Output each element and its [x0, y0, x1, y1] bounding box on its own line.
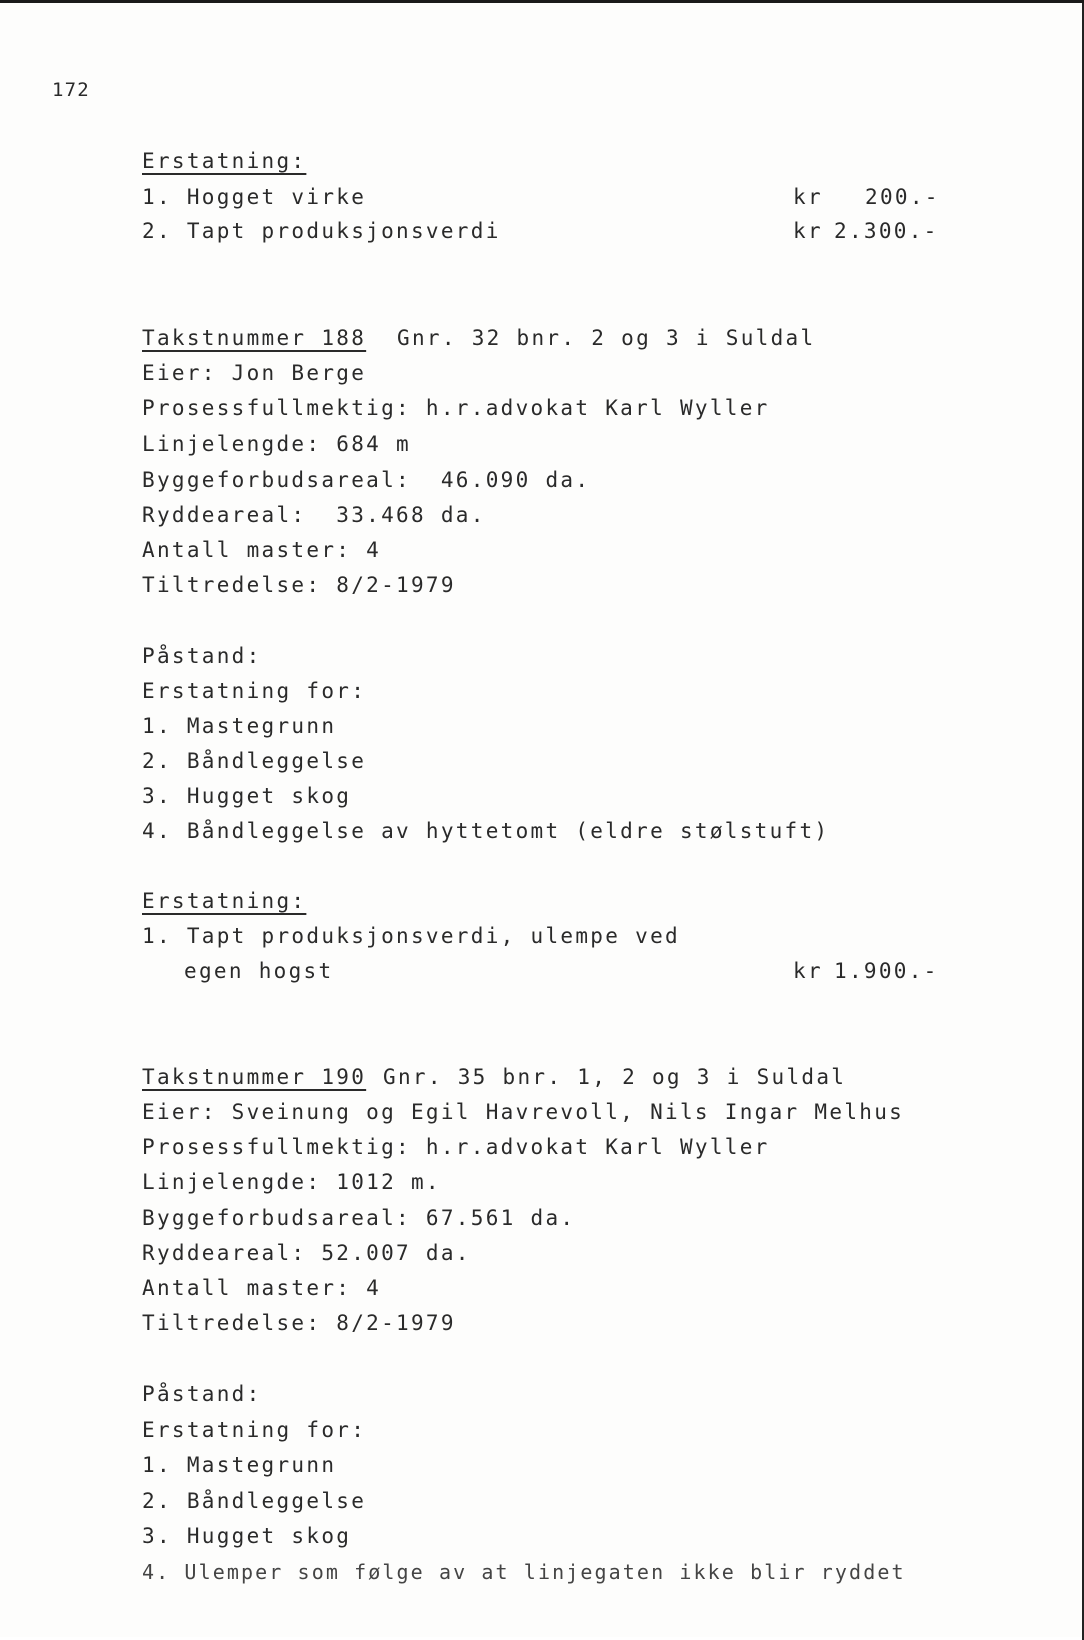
list-item: 2. Båndleggelse: [142, 749, 367, 773]
claim-heading: Påstand:: [142, 644, 262, 668]
property-id: Gnr. 35 bnr. 1, 2 og 3 i Suldal: [383, 1065, 847, 1089]
property-id: Gnr. 32 bnr. 2 og 3 i Suldal: [397, 326, 816, 350]
compensation-for: Erstatning for:: [142, 679, 367, 703]
currency-label: kr: [793, 219, 823, 243]
list-item: 1. Mastegrunn: [142, 714, 337, 738]
amount: 1.900.-: [834, 959, 939, 983]
list-item: 2. Båndleggelse: [142, 1489, 367, 1513]
attorney: Prosessfullmektig: h.r.advokat Karl Wyller: [142, 396, 770, 420]
attorney: Prosessfullmektig: h.r.advokat Karl Wyller: [142, 1135, 770, 1159]
list-item: 4. Ulemper som følge av at linjegaten ikke blir ryddet: [142, 1560, 906, 1584]
list-item: 3. Hugget skog: [142, 1524, 352, 1548]
access-date: Tiltredelse: 8/2-1979: [142, 1311, 456, 1335]
owner: Eier: Sveinung og Egil Havrevoll, Nils Ingar Melhus: [142, 1100, 905, 1124]
claim-heading: Påstand:: [142, 1382, 262, 1406]
list-item: 2. Tapt produksjonsverdi: [142, 219, 501, 243]
list-item: 1. Hogget virke: [142, 185, 367, 209]
list-item: 3. Hugget skog: [142, 784, 352, 808]
list-item: 1. Tapt produksjonsverdi, ulempe ved: [142, 924, 680, 948]
amount: 200.-: [865, 185, 940, 209]
list-item-continuation: egen hogst: [184, 959, 334, 983]
page-number: 172: [52, 79, 90, 101]
clearing-area: Ryddeareal: 52.007 da.: [142, 1241, 471, 1265]
build-ban-area: Byggeforbudsareal: 46.090 da.: [142, 468, 591, 492]
access-date: Tiltredelse: 8/2-1979: [142, 573, 456, 597]
clearing-area: Ryddeareal: 33.468 da.: [142, 503, 486, 527]
takstnummer-heading: Takstnummer 190: [142, 1065, 367, 1089]
mast-count: Antall master: 4: [142, 538, 382, 562]
line-length: Linjelengde: 1012 m.: [142, 1170, 441, 1194]
mast-count: Antall master: 4: [142, 1276, 382, 1300]
amount: 2.300.-: [834, 219, 939, 243]
list-item: 1. Mastegrunn: [142, 1453, 337, 1477]
build-ban-area: Byggeforbudsareal: 67.561 da.: [142, 1206, 576, 1230]
line-length: Linjelengde: 684 m: [142, 432, 411, 456]
list-item: 4. Båndleggelse av hyttetomt (eldre stølstuft): [142, 819, 830, 843]
compensation-for: Erstatning for:: [142, 1418, 367, 1442]
currency-label: kr: [793, 185, 823, 209]
owner: Eier: Jon Berge: [142, 361, 367, 385]
takstnummer-heading: Takstnummer 188: [142, 326, 367, 350]
erstatning-heading: Erstatning:: [142, 889, 307, 913]
erstatning-heading: Erstatning:: [142, 149, 307, 173]
currency-label: kr: [793, 959, 823, 983]
